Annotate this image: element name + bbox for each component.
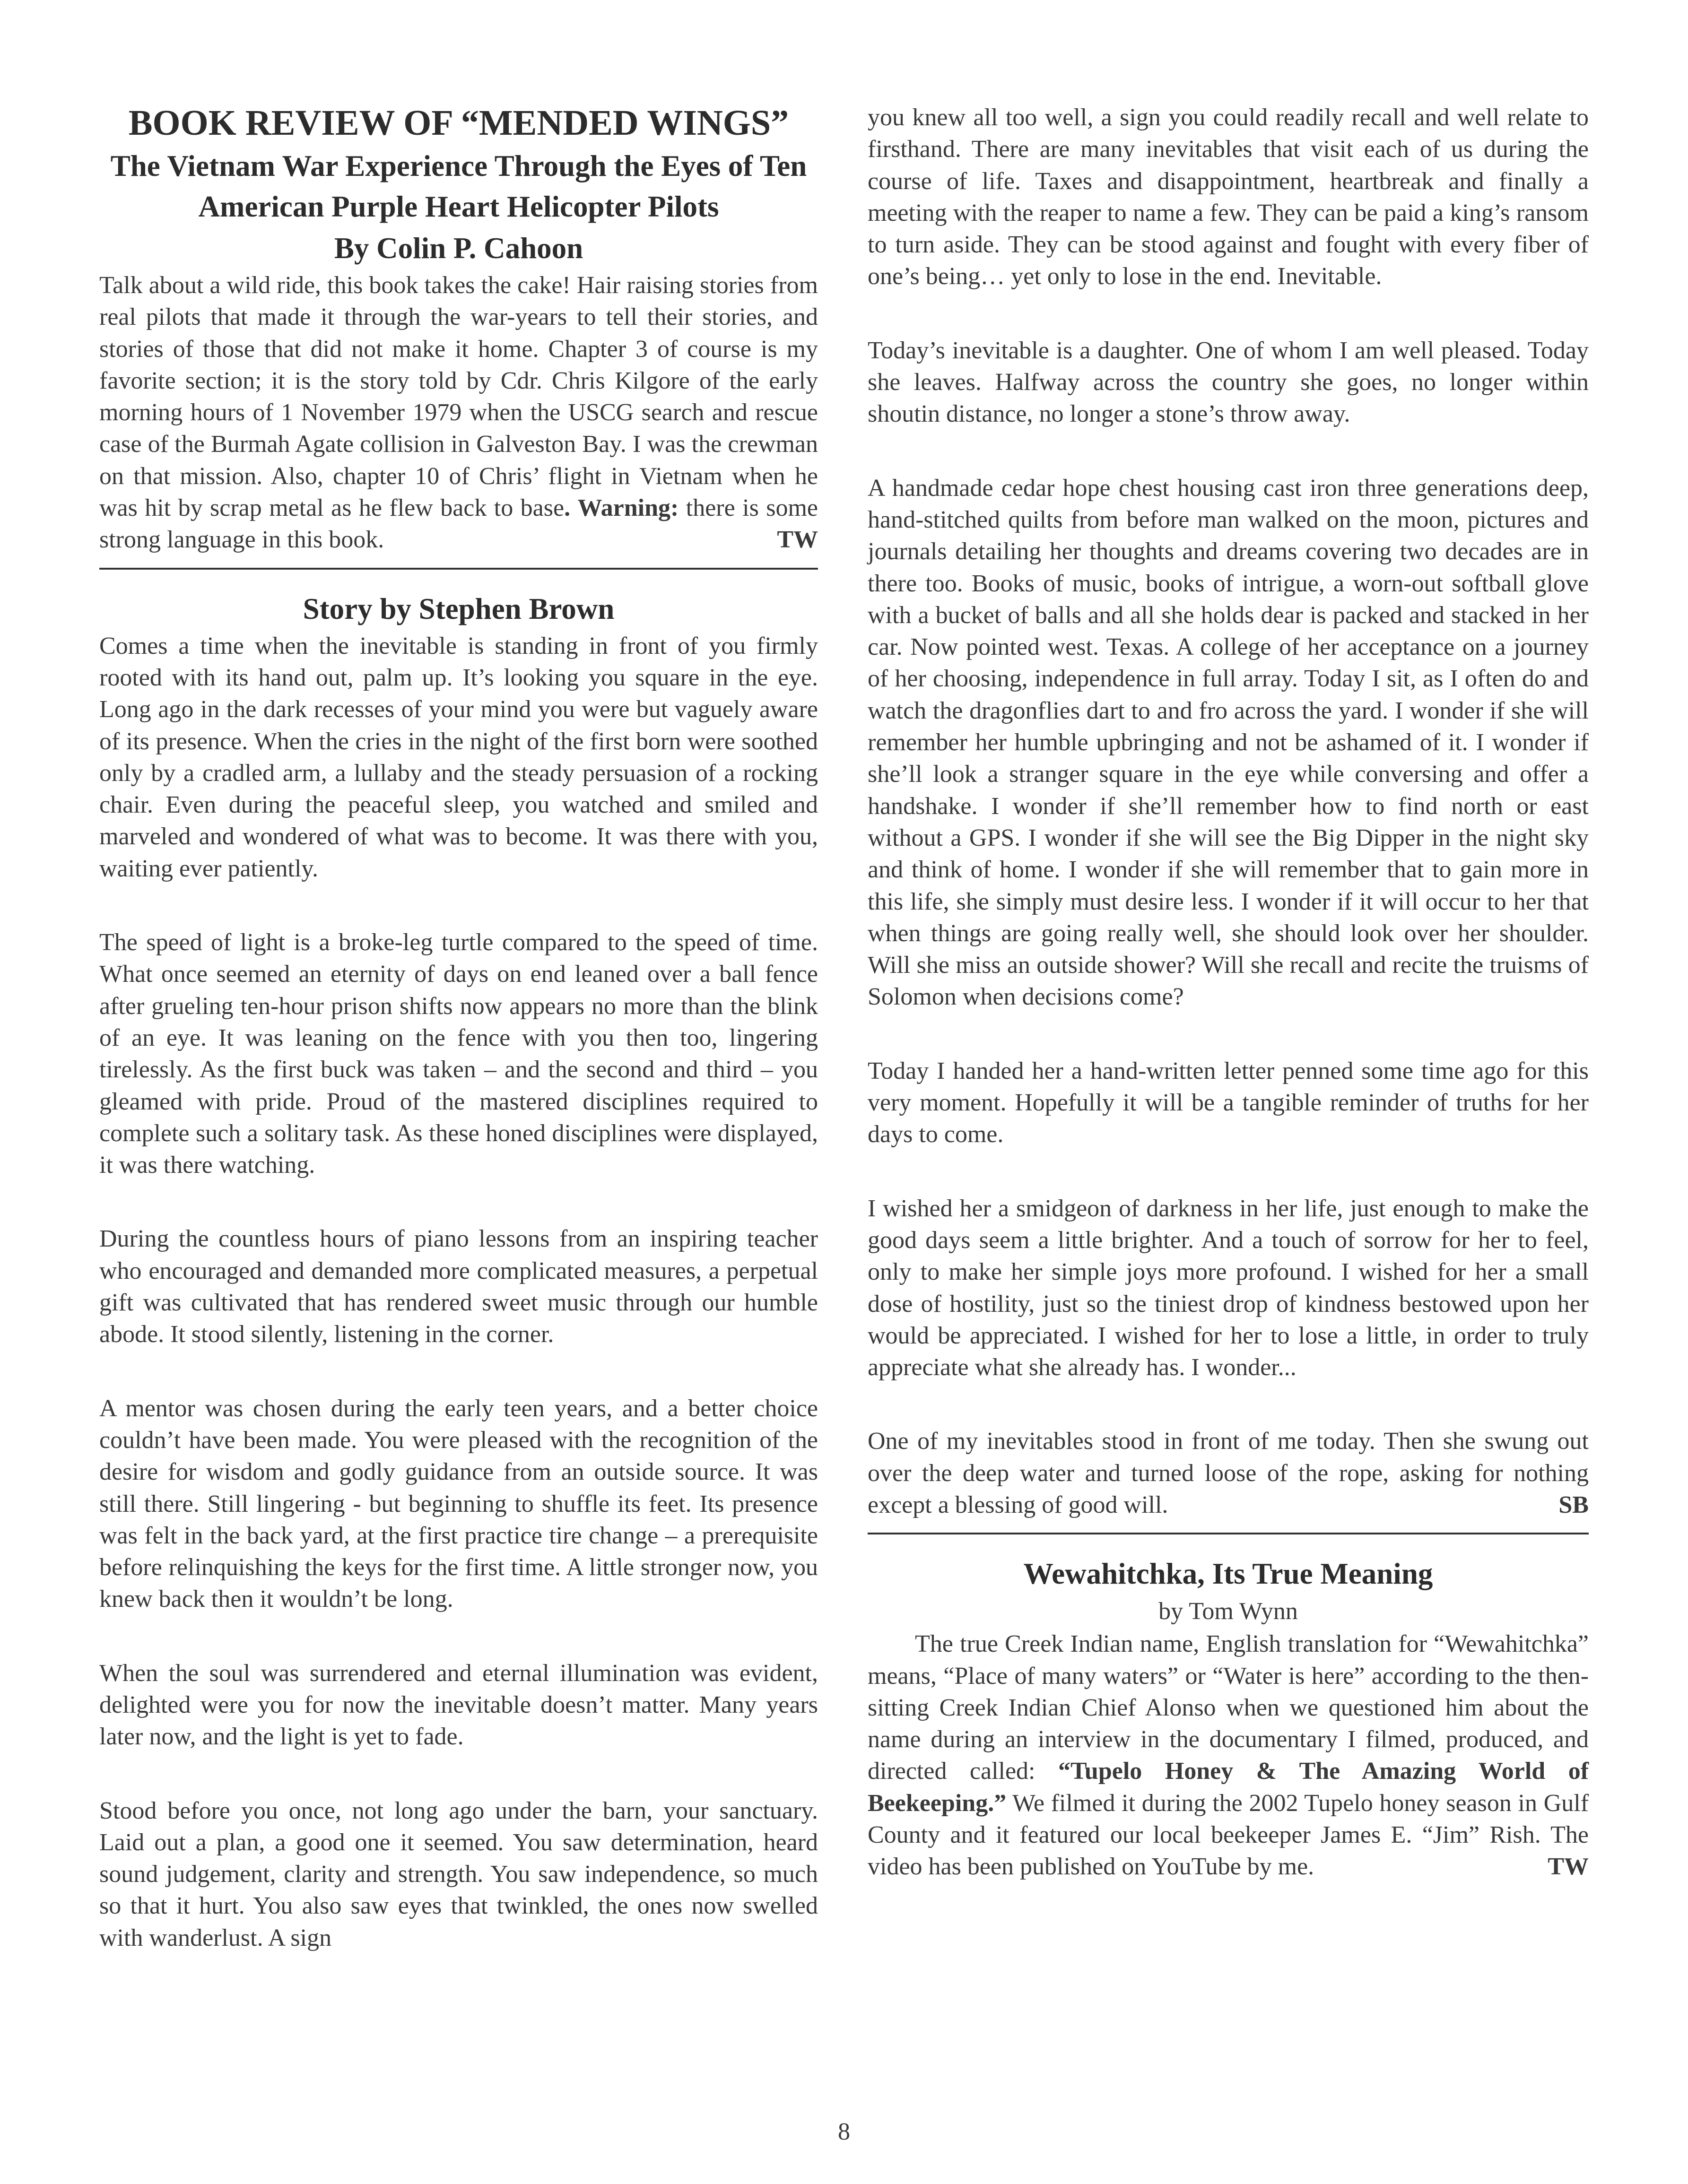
story-paragraph: Stood before you once, not long ago under the barn, your sanctuary. Laid out a plan, a good one it seemed. You saw determination, heard sound judgement, clarity and strength. You saw independence, so much so that it hurt. You also saw eyes that twinkled, the ones now swelled with wanderlust. A sign bbox=[99, 1797, 818, 1951]
review-body-period: . bbox=[564, 494, 571, 522]
story-paragraph bbox=[868, 1425, 1589, 1521]
page-number: 8 bbox=[838, 2118, 850, 2145]
wewa-title: Wewahitchka, Its True Meaning bbox=[1023, 1557, 1433, 1591]
section-divider bbox=[99, 568, 818, 570]
left-column bbox=[99, 95, 818, 1954]
wewa-byline: by Tom Wynn bbox=[1158, 1598, 1298, 1625]
story-paragraph: you knew all too well, a sign you could readily recall and well relate to firsthand. There are many inevitables that visit each of us during the course of life. Taxes and disappointment, heartbreak and finally a meeting with the reaper to name a few. They can be paid a king’s ransom to turn aside. They can be stood against and fought with every fiber of one’s being… yet only to lose in the end. Inevitable. bbox=[868, 104, 1589, 290]
review-signature: TW bbox=[777, 526, 818, 554]
review-body-warning: there is some strong language in this book. bbox=[99, 494, 818, 554]
story-paragraph: Today I handed her a hand-written letter penned some time ago for this very moment. Hopefully it will be a tangible reminder of truths for her days to come. bbox=[868, 1057, 1589, 1148]
review-subtitle: The Vietnam War Experience Through the Eyes of Ten American Purple Heart Helicopter Pilots bbox=[110, 149, 807, 223]
story-paragraph: A handmade cedar hope chest housing cast iron three generations deep, hand-stitched quilts from before man walked on the moon, pictures and journals detailing her thoughts and dreams covering two decades are in there too. Books of music, books of intrigue, a worn-out softball glove with a bucket of balls and all she holds dear is packed and stacked in her car. Now pointed west. Texas. A college of her acceptance on a journey of her choosing, independence in full array. Today I sit, as I often do and watch the dragonflies dart to and fro across the yard. I wonder if she will remember her humble upbringing and not be ashamed of it. I wonder if she’ll look a stranger square in the eye while conversing and offer a handshake. I wonder if she’ll remember how to find north or east without a GPS. I wonder if she will see the Big Dipper in the night sky and think of home. I wonder if she will remember that to gain more in this life, she simply must desire less. I wonder if it will occur to her that when things are going really well, she should look over her shoulder. Will she miss an outside shower? Will she recall and recite the truisms of Solomon when decisions come? bbox=[868, 474, 1589, 1011]
story-paragraph: When the soul was surrendered and eternal illumination was evident, delighted were you for now the inevitable doesn’t matter. Many years later now, and the light is yet to fade. bbox=[99, 1659, 818, 1751]
review-title: BOOK REVIEW OF “MENDED WINGS” bbox=[128, 103, 789, 143]
section-divider bbox=[868, 1533, 1589, 1534]
story-paragraph: The speed of light is a broke-leg turtle compared to the speed of time. What once seemed an eternity of days on end leaned over a ball fence after grueling ten-hour prison shifts now appears no more than the blink of an eye. It was leaning on the fence with you then too, lingering tirelessly. As the first buck was taken – and the second and third – you gleamed with pride. Proud of the mastered disciplines required to complete such a solitary task. As these honed disciplines were displayed, it was there watching. bbox=[99, 929, 818, 1179]
story-paragraph: I wished her a smidgeon of darkness in her life, just enough to make the good days seem a little brighter. And a touch of sorrow for her to feel, only to make her simple joys more profound. I wished for her a small dose of hostility, just so the tiniest drop of kindness bestowed upon her would be appreciated. I wished for her to lose a little, in order to truly appreciate what she already has. I wonder... bbox=[868, 1195, 1589, 1381]
wewa-signature: TW bbox=[1548, 1853, 1589, 1881]
story-title: Story by Stephen Brown bbox=[303, 592, 615, 625]
story-signature: SB bbox=[1558, 1491, 1589, 1518]
story-paragraph: During the countless hours of piano lessons from an inspiring teacher who encouraged and demanded more complicated measures, a perpetual gift was cultivated that has rendered sweet music through our humble abode. It stood silently, listening in the corner. bbox=[99, 1225, 818, 1348]
wewa-body-text-end: We filmed it during the 2002 Tupelo honey season in Gulf County and it featured our local beekeeper James E. “Jim” Rish. The video has been published on YouTube by me. bbox=[868, 1789, 1589, 1881]
review-body-text: Talk about a wild ride, this book takes the cake! Hair raising stories from real pilots that made it through the war-years to tell their stories, and stories of those that did not make it home. Chapter 3 of course is my favorite section; it is the story told by Cdr. Chris Kilgore of the early morning hours of 1 November 1979 when the USCG search and rescue case of the Burmah Agate collision in Galveston Bay. I was the crewman on that mission. Also, chapter 10 of Chris’ flight in Vietnam when he was hit by scrap metal as he flew back to base bbox=[99, 272, 818, 522]
review-body bbox=[99, 269, 818, 556]
wewa-documentary-title: “Tupelo Honey & The Amazing World of Beekeeping.” bbox=[868, 1758, 1589, 1817]
story-paragraph: A mentor was chosen during the early teen years, and a better choice couldn’t have been made. You were pleased with the recognition of the desire for wisdom and godly guidance from an outside source. It was still there. Still lingering - but beginning to shuffle its feet. Its presence was felt in the back yard, at the first practice tire change – a prerequisite before relinquishing the keys for the first time. A little stronger now, you knew back then it wouldn’t be long. bbox=[99, 1395, 818, 1613]
story-paragraph: Comes a time when the inevitable is standing in front of you firmly rooted with its hand out, palm up. It’s looking you square in the eye. Long ago in the dark recesses of your mind you were but vaguely aware of its presence. When the cries in the night of the first born were soothed only by a cradled arm, a lullaby and the steady persuasion of a rocking chair. Even during the peaceful sleep, you watched and smiled and marveled and wondered of what was to become. It was there with you, waiting ever patiently. bbox=[99, 632, 818, 882]
wewa-body-text: The true Creek Indian name, English translation for “Wewahitchka” means, “Place of many waters” or “Water is here” according to the then-sitting Creek Indian Chief Alonso when we questioned him about the name during an interview in the documentary I filmed, produced, and directed called: bbox=[868, 1630, 1589, 1785]
story-paragraph: Today’s inevitable is a daughter. One of whom I am well pleased. Today she leaves. Halfway across the country she goes, no longer within shoutin distance, no longer a stone’s throw away. bbox=[868, 337, 1589, 428]
wewa-body bbox=[868, 1628, 1589, 1882]
review-warning-label: Warning: bbox=[577, 494, 679, 522]
right-column bbox=[868, 102, 1589, 1883]
review-author: By Colin P. Cahoon bbox=[334, 232, 583, 265]
story-closing-text: One of my inevitables stood in front of me today. Then she swung out over the deep water and turned loose of the rope, asking for nothing except a blessing of good will. bbox=[868, 1428, 1589, 1518]
